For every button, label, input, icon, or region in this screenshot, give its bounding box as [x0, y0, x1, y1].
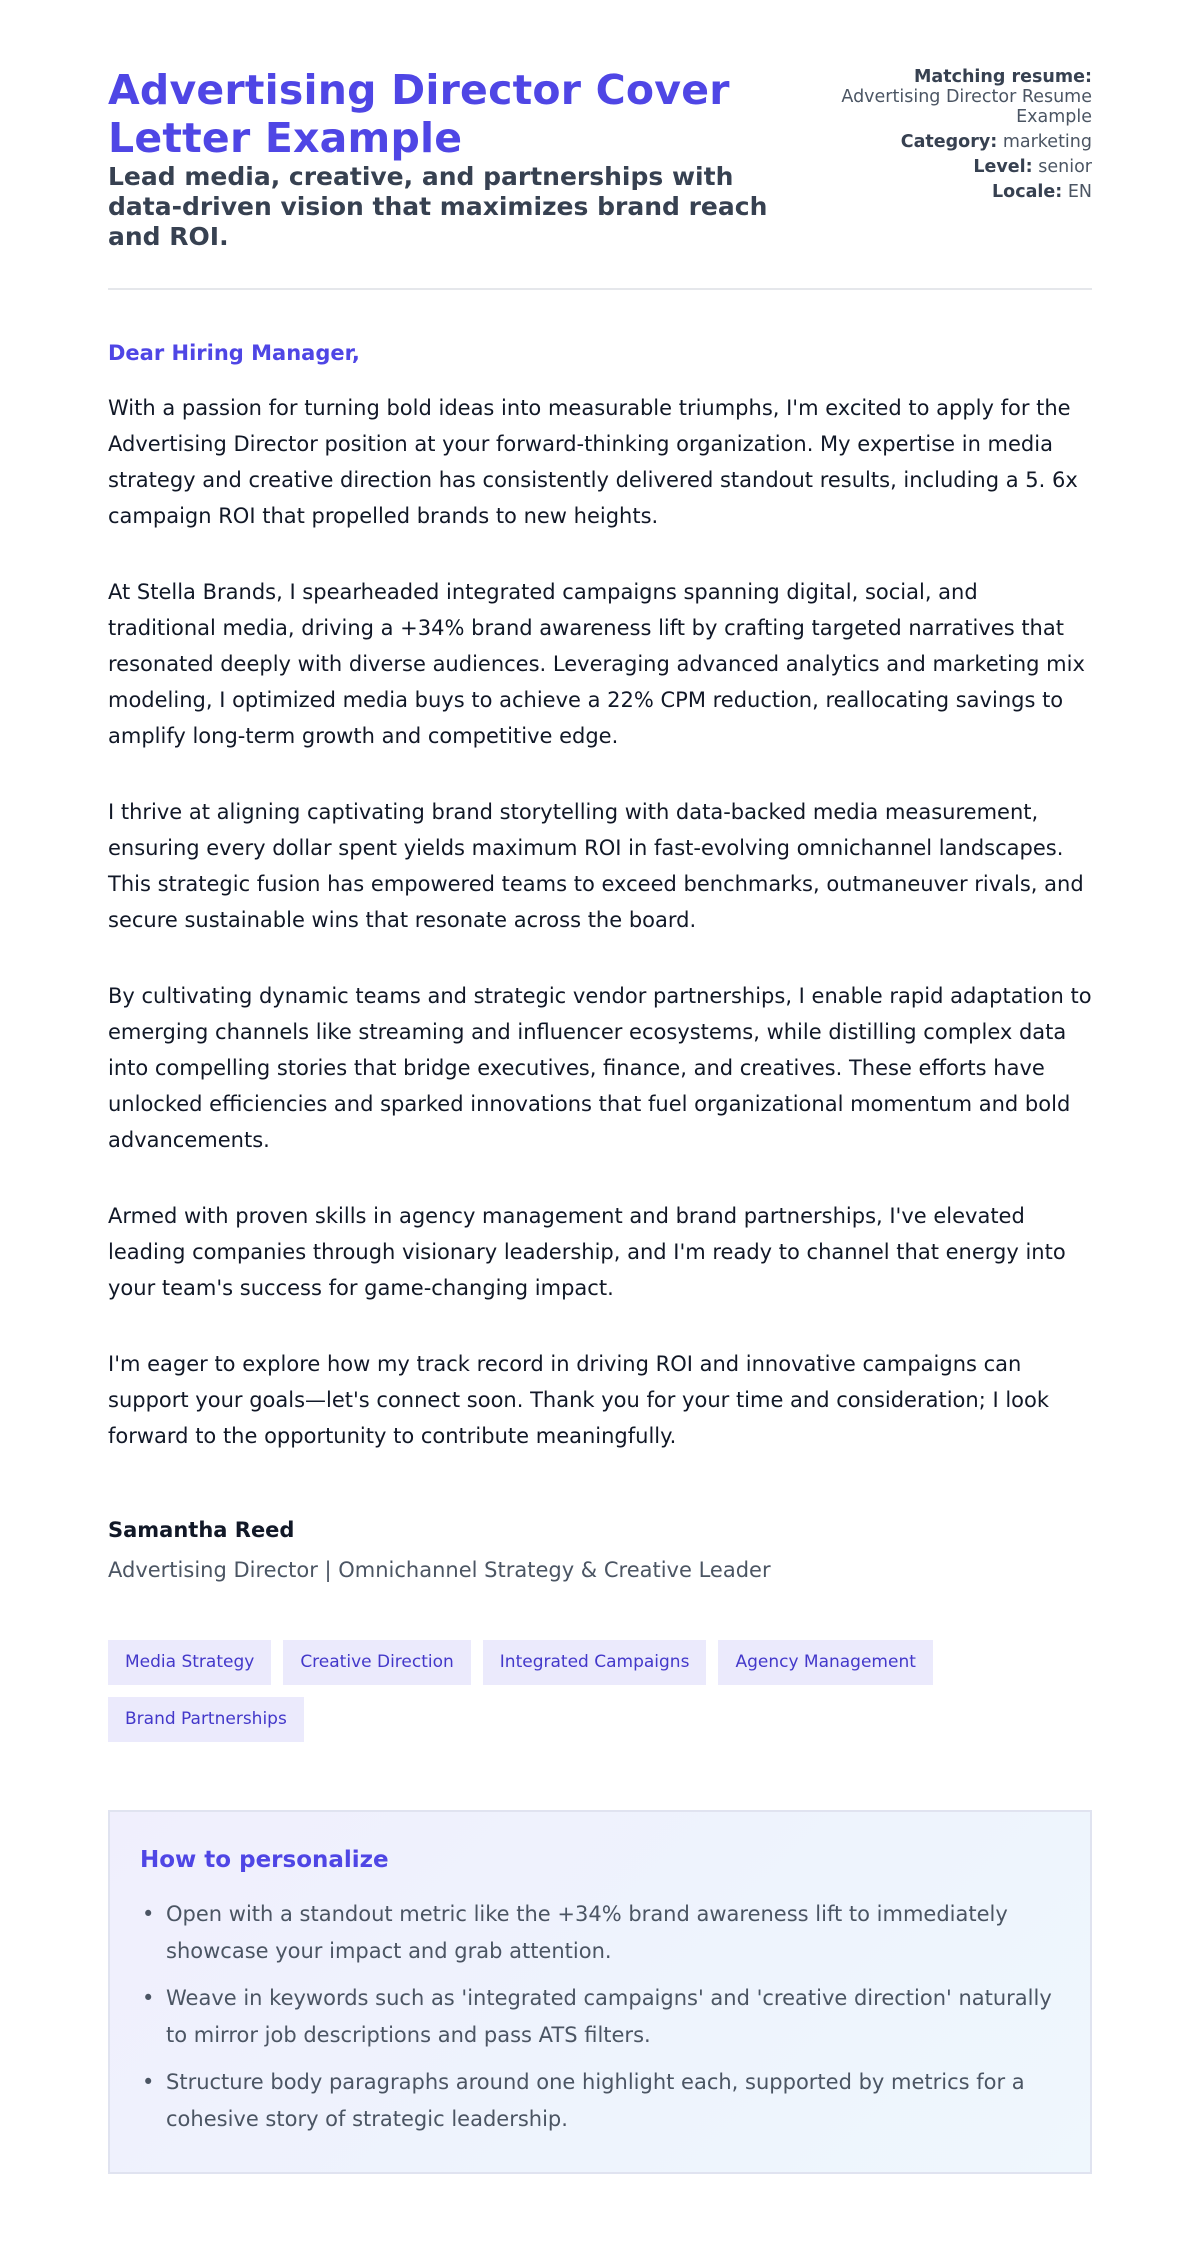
- letter-paragraph: I thrive at aligning captivating brand storytelling with data-backed media measurement, ensuring every dollar spent yields maximum ROI in fast-evolving omnichannel landscapes. This strategic fusion has empowered teams to exceed benchmarks, outmaneuver rivals, and secure sustainable wins that resonate across the board.: [108, 800, 1084, 932]
- letter-paragraph: With a passion for turning bold ideas into measurable triumphs, I'm excited to apply for the Advertising Director position at your forward-thinking organization. My expertise in media strategy and creative direction has consistently delivered standout results, including a 5. 6x campaign ROI that propelled brands to new heights.: [108, 396, 1078, 528]
- tip-item: [140, 1980, 1060, 2054]
- signature-title: Advertising Director | Omnichannel Strategy & Creative Leader: [108, 1558, 771, 1582]
- tip-text: Weave in keywords such as 'integrated campaigns' and 'creative direction' naturally to mirror job descriptions and pass ATS filters.: [166, 1986, 1052, 2047]
- tip-text: Structure body paragraphs around one highlight each, supported by metrics for a cohesive story of strategic leadership.: [166, 2070, 1025, 2131]
- meta-level: [794, 157, 1092, 177]
- page-title: Advertising Director Cover Letter Example: [108, 66, 730, 162]
- tip-item: [140, 1896, 1060, 1970]
- page-header: [108, 66, 1092, 290]
- meta-locale: [794, 182, 1092, 202]
- tip-text: Open with a standout metric like the +34% brand awareness lift to immediately showcase your impact and grab attention.: [166, 1902, 1008, 1963]
- bullet-icon: •: [142, 1986, 155, 2010]
- meta-category-value: marketing: [1002, 132, 1092, 152]
- letter-paragraph: At Stella Brands, I spearheaded integrated campaigns spanning digital, social, and traditional media, driving a +34% brand awareness lift by crafting targeted narratives that resonated deeply with diverse audiences. Leveraging advanced analytics and marketing mix modeling, I optimized media buys to achieve a 22% CPM reduction, reallocating savings to amplify long-term growth and competitive edge.: [108, 580, 1085, 748]
- header-title-block: [108, 66, 794, 252]
- tips-list: [140, 1896, 1060, 2138]
- meta-matching-resume-value: Advertising Director Resume Example: [841, 87, 1092, 127]
- cover-letter-page: [108, 0, 1092, 2241]
- meta-locale-value: EN: [1067, 182, 1092, 202]
- signature-block: [108, 1517, 1092, 1584]
- skill-tag: Integrated Campaigns: [483, 1640, 707, 1685]
- meta-locale-label: Locale:: [992, 182, 1063, 202]
- resume-meta: [794, 66, 1092, 207]
- letter-paragraph: By cultivating dynamic teams and strategic vendor partnerships, I enable rapid adaptation to emerging channels like streaming and influencer ecosystems, while distilling complex data into compelling stories that bridge executives, finance, and creatives. These efforts have unlocked efficiencies and sparked innovations that fuel organizational momentum and bold advancements.: [108, 984, 1092, 1152]
- meta-level-label: Level:: [973, 157, 1033, 177]
- skill-tags: [108, 1640, 1092, 1742]
- bullet-icon: •: [142, 1902, 155, 1926]
- letter-body: [108, 340, 1092, 1584]
- meta-matching-resume: [794, 67, 1092, 127]
- skill-tag: Creative Direction: [283, 1640, 470, 1685]
- meta-category: [794, 132, 1092, 152]
- salutation: Dear Hiring Manager,: [108, 341, 360, 365]
- skill-tag: Media Strategy: [108, 1640, 271, 1685]
- bullet-icon: •: [142, 2070, 155, 2094]
- tip-item: [140, 2064, 1060, 2138]
- personalize-tips-box: [108, 1810, 1092, 2174]
- meta-matching-resume-label: Matching resume:: [914, 67, 1092, 87]
- tips-title: How to personalize: [140, 1847, 389, 1873]
- skill-tag: Brand Partnerships: [108, 1697, 304, 1742]
- letter-paragraph: Armed with proven skills in agency management and brand partnerships, I've elevated leading companies through visionary leadership, and I'm ready to channel that energy into your team's success for game-changing impact.: [108, 1204, 1066, 1300]
- page-subtitle: Lead media, creative, and partnerships with data-driven vision that maximizes brand reach and ROI.: [108, 162, 768, 251]
- meta-level-value: senior: [1038, 157, 1092, 177]
- meta-category-label: Category:: [900, 132, 998, 152]
- signature-name: Samantha Reed: [108, 1518, 295, 1542]
- letter-paragraphs: [108, 390, 1092, 1454]
- letter-paragraph: I'm eager to explore how my track record in driving ROI and innovative campaigns can support your goals—let's connect soon. Thank you for your time and consideration; I look forward to the opportunity to contribute meaningfully.: [108, 1352, 1050, 1448]
- skill-tag: Agency Management: [718, 1640, 932, 1685]
